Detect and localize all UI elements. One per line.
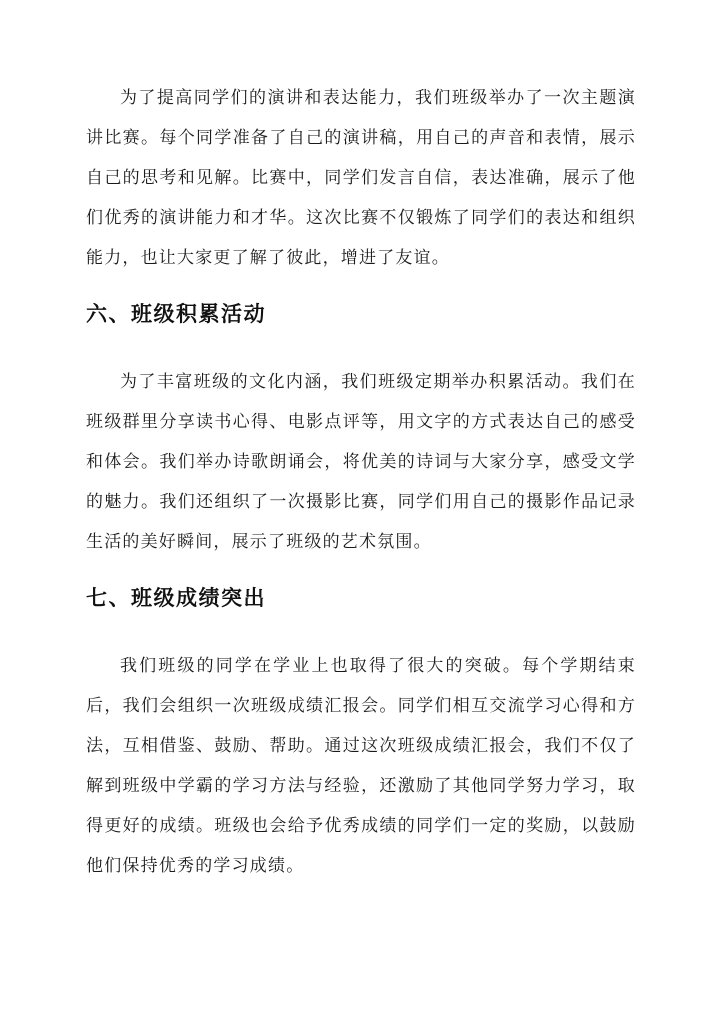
section-6-heading: 六、班级积累活动 [86,302,266,326]
speech-contest-paragraph: 为了提高同学们的演讲和表达能力，我们班级举办了一次主题演讲比赛。每个同学准备了自己的演讲稿，用自己的声音和表情，展示自己的思考和见解。比赛中，同学们发言自信，表达准确，展示了他们优秀的演讲能力和才华。这次比赛不仅锻炼了同学们的表达和组织能力，也让大家更了解了彼此，增进了友谊。 [86,88,636,268]
section-7-paragraph: 我们班级的同学在学业上也取得了很大的突破。每个学期结束后，我们会组织一次班级成绩汇报会。同学们相互交流学习心得和方法，互相借鉴、鼓励、帮助。通过这次班级成绩汇报会，我们不仅了解到班级中学霸的学习方法与经验，还激励了其他同学努力学习，取得更好的成绩。班级也会给予优秀成绩的同学们一定的奖励，以鼓励他们保持优秀的学习成绩。 [86,656,636,876]
section-7-heading: 七、班级成绩突出 [86,586,266,610]
section-6-paragraph: 为了丰富班级的文化内涵，我们班级定期举办积累活动。我们在班级群里分享读书心得、电影点评等，用文字的方式表达自己的感受和体会。我们举办诗歌朗诵会，将优美的诗词与大家分享，感受文学的魅力。我们还组织了一次摄影比赛，同学们用自己的摄影作品记录生活的美好瞬间，展示了班级的艺术氛围。 [86,372,636,552]
